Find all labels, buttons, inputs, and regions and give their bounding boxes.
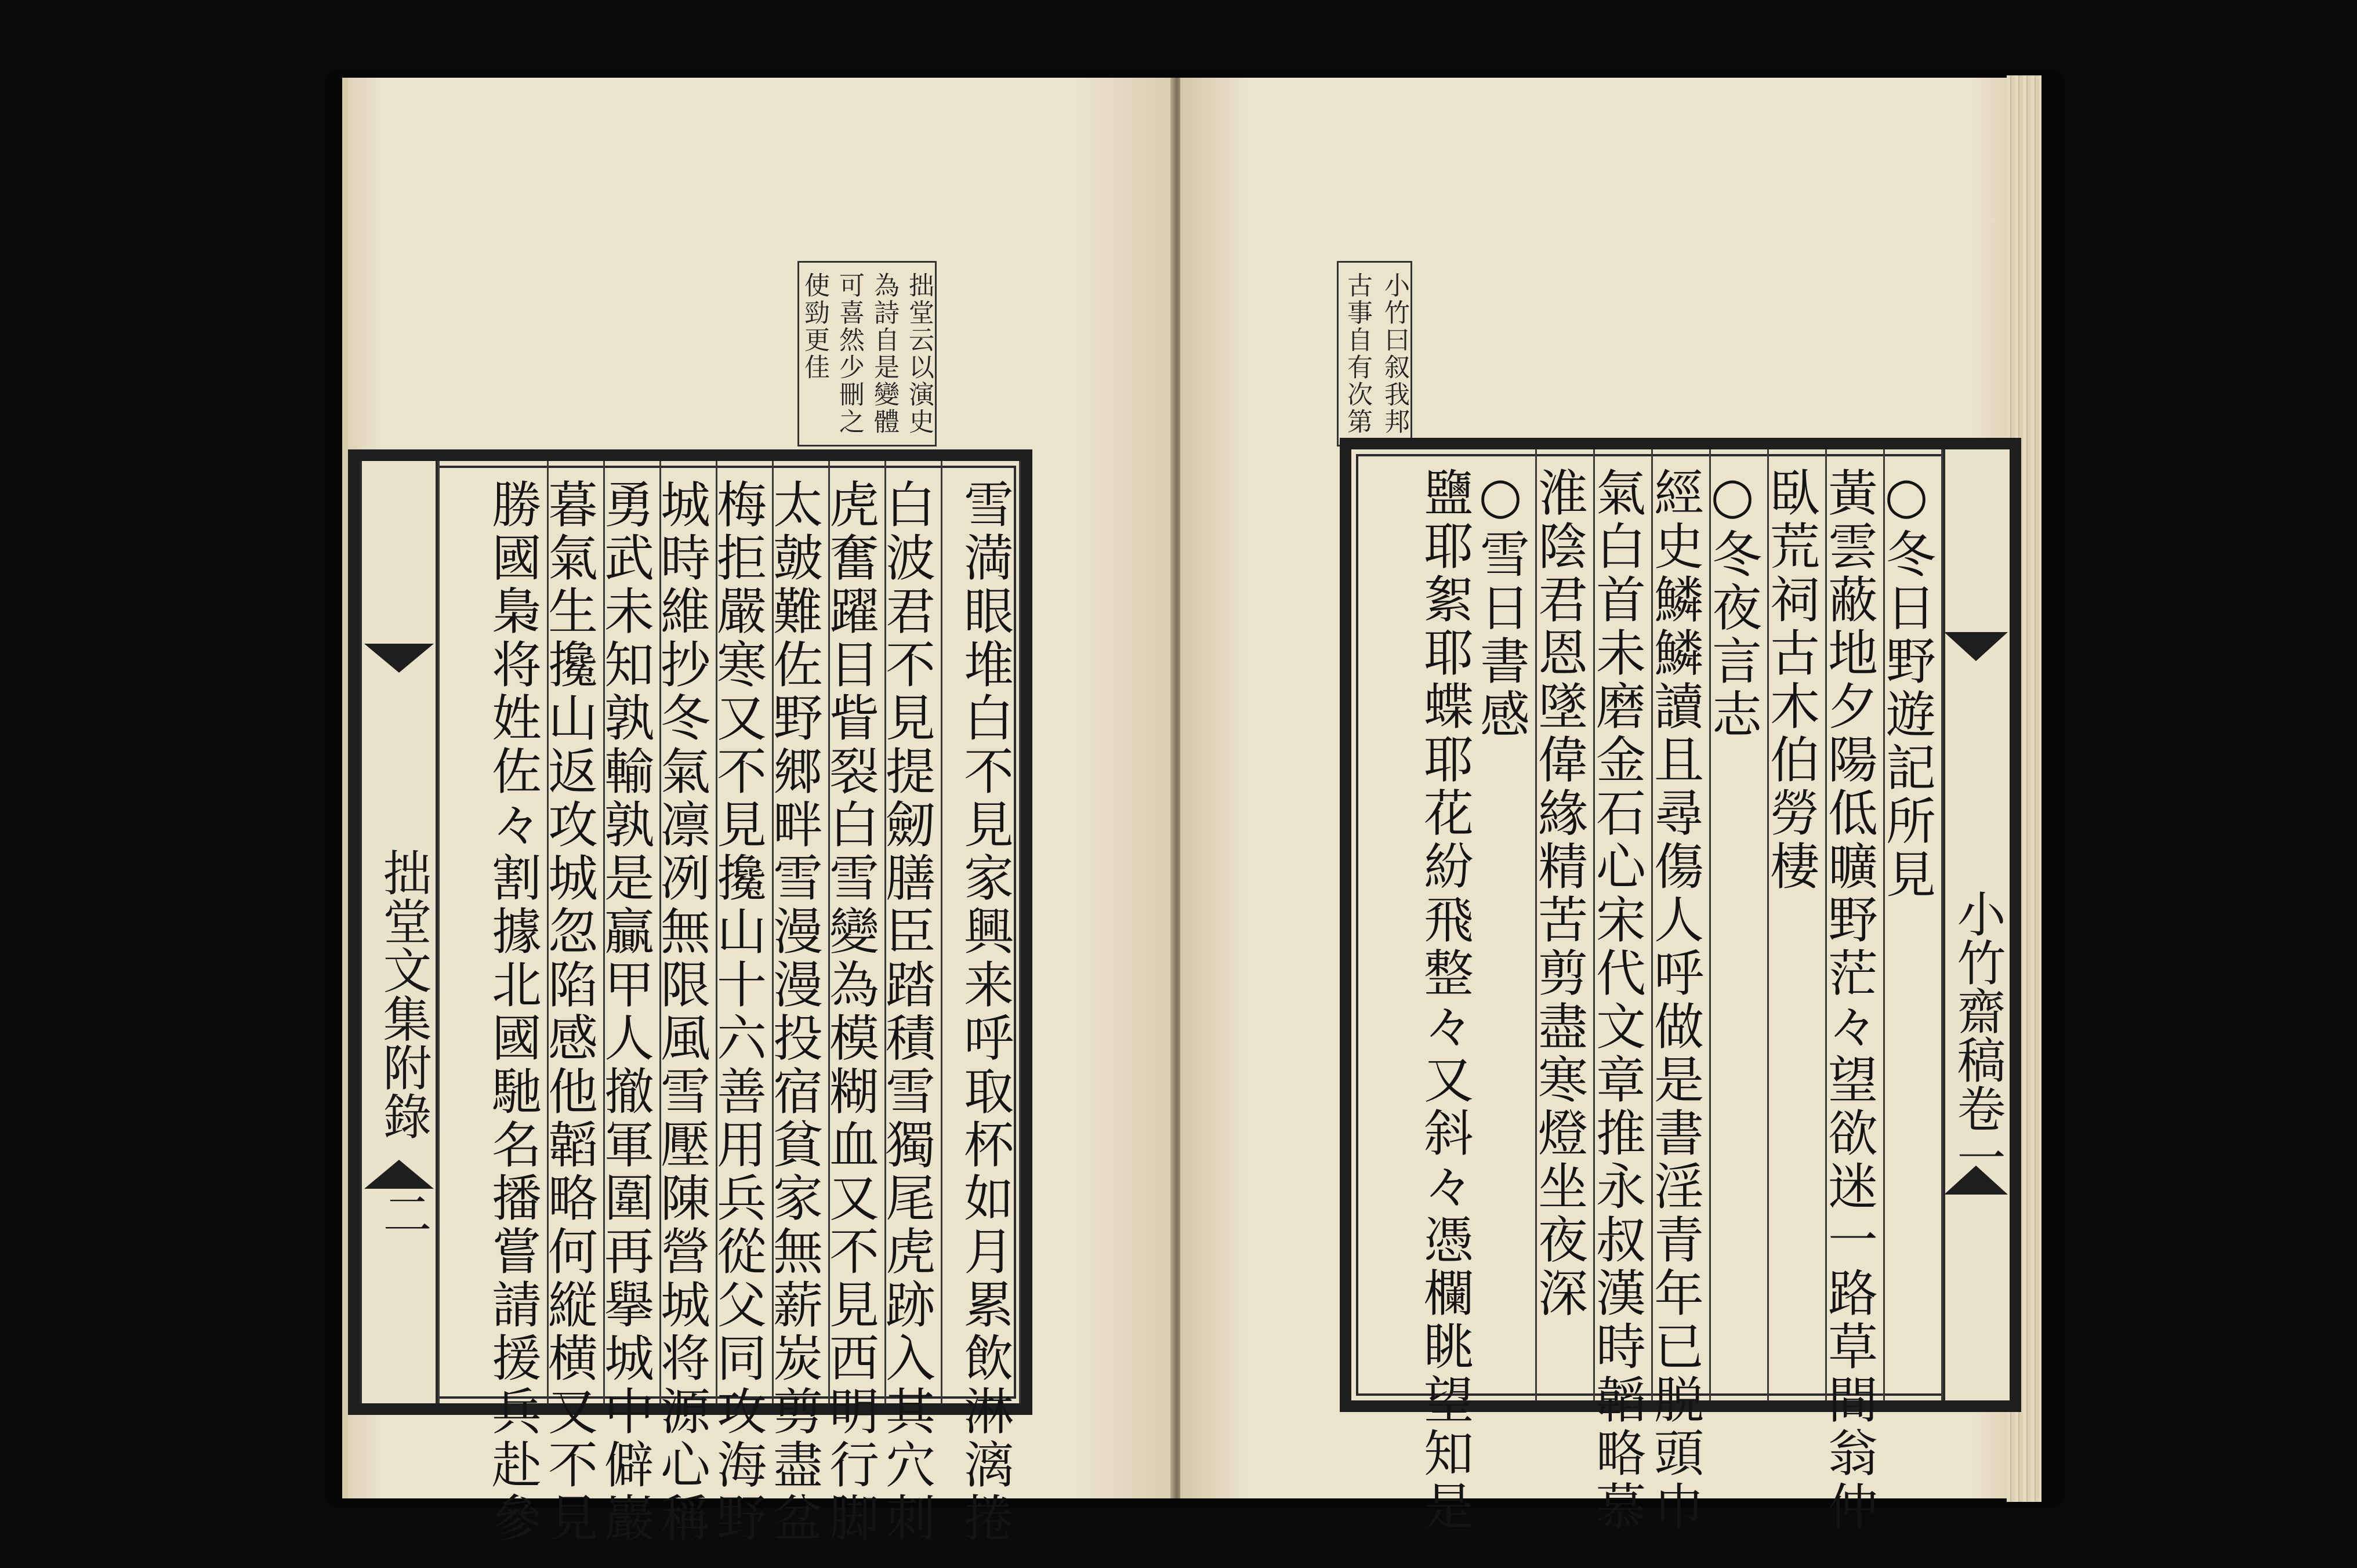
left-fold-mark-top xyxy=(364,644,434,673)
left-headnote-line: 拙堂云以演史 xyxy=(904,272,934,435)
left-text-column-3: 虎奮躍目眥裂白雪變為模糊血又不見西明行脚 xyxy=(830,461,886,1403)
right-text-column-5: 經史鱗鱗讀且尋傷人呼做是書淫青年已脱頭巾 xyxy=(1653,449,1711,1400)
left-blank-column xyxy=(438,461,494,1403)
left-text-column-7: 勇武未知孰輸孰是贏甲人撤軍圍再擧城中僻巖 xyxy=(605,461,661,1403)
left-text-column-6: 城時維抄冬氣凛冽無限風雪壓陳營城将源心稱 xyxy=(661,461,717,1403)
right-headnote xyxy=(1337,261,1412,447)
left-headnote-line: 可喜然少刪之 xyxy=(835,272,864,435)
left-fold-mark-bottom xyxy=(364,1160,434,1189)
left-text-column-8: 暮氣生攙山返攻城忽陷感他韜略何縦横又不見 xyxy=(549,461,605,1403)
left-text-column-5: 梅拒嚴寒又不見攙山十六善用兵從父同攻海野 xyxy=(717,461,774,1403)
right-book-title: 小竹齋稿卷一 xyxy=(1949,889,2006,1181)
left-headnote-line: 為詩自是變體 xyxy=(869,272,899,435)
left-text-column-2: 白波君不見提劒膳臣踏積雪獨尾虎跡入其穴刺 xyxy=(886,461,942,1403)
right-fold-mark-top xyxy=(1944,632,2008,661)
right-text-column-4: ○冬夜言志 xyxy=(1711,449,1769,1400)
right-text-column-9: 鹽耶絮耶蝶耶花紛飛整々又斜々憑欄眺望知是 xyxy=(1415,467,1473,1534)
left-text-column-4: 太皷難佐野郷畔雪漫漫投宿貧家無薪炭剪盡盆 xyxy=(774,461,830,1403)
left-text-column-9: 勝國梟将姓佐々割據北國馳名播嘗請援兵赴參 xyxy=(492,461,549,1403)
right-fold-mark-bottom xyxy=(1944,1166,2008,1195)
left-book-title: 拙堂文集附錄 二 xyxy=(375,847,432,1237)
right-headnote-line: 小竹曰叙我邦 xyxy=(1380,272,1409,435)
right-text-column-3: 臥荒祠古木伯勞棲 xyxy=(1769,449,1827,1400)
right-text-column-2: 黃雲蔽地夕陽低曠野茫々望欲迷一路草間翁仲 xyxy=(1827,449,1885,1400)
left-page-center-band xyxy=(360,461,438,1403)
right-headnote-line: 古事自有次第 xyxy=(1343,272,1372,435)
right-text-column-8: ○雪日書感 xyxy=(1479,449,1537,1400)
left-headnote-line: 使勁更佳 xyxy=(800,272,829,381)
right-text-column-6: 氣白首未磨金石心宋代文章推永叔漢時韜略慕 xyxy=(1595,449,1653,1400)
left-headnote xyxy=(797,261,937,447)
left-text-column-1: 雪満眼堆白不見家興来呼取杯如月累飲淋漓捲 xyxy=(942,461,1021,1403)
right-page-center-band xyxy=(1943,449,2010,1400)
right-text-column-7: 淮陰君恩墜偉緣精苦剪盡寒燈坐夜深 xyxy=(1537,449,1595,1400)
right-text-column-1: ○冬日野遊記所見 xyxy=(1885,449,1943,1400)
